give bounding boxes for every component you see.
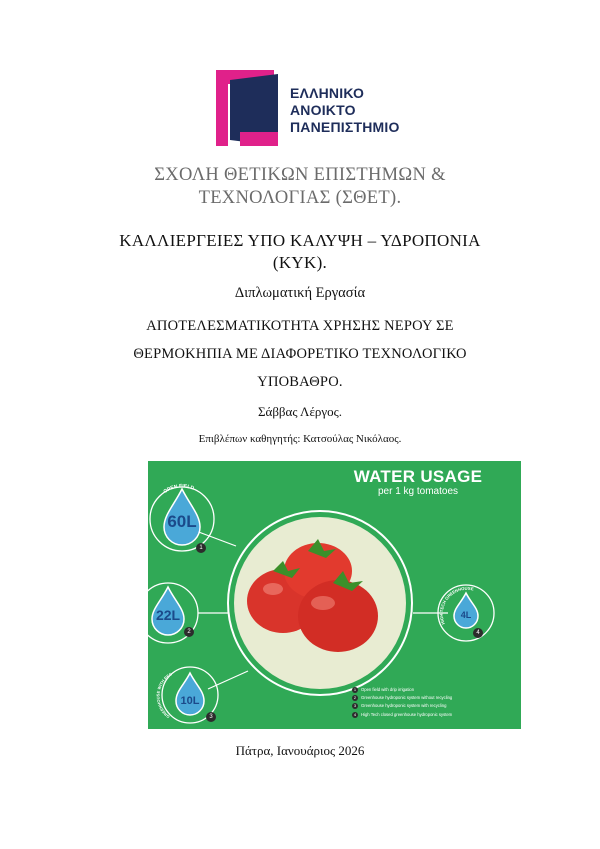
title-line-2: ΘΕΡΜΟΚΗΠΙΑ ΜΕ ΔΙΑΦΟΡΕΤΙΚΟ ΤΕΧΝΟΛΟΓΙΚΟ [133, 346, 467, 362]
logo-line-1: ΕΛΛΗΝΙΚΟ [290, 85, 365, 101]
school-name [0, 164, 600, 210]
arc-label-4: HIGH TECH GREENHOUSE [438, 585, 475, 626]
logo-line-2: ΑΝΟΙΚΤΟ [290, 102, 356, 118]
legend-item [352, 694, 521, 702]
title-line-1: ΑΠΟΤΕΛΕΣΜΑΤΙΚΟΤΗΤΑ ΧΡΗΣΗΣ ΝΕΡΟΥ ΣΕ [146, 318, 454, 334]
legend-item [352, 702, 521, 710]
drop-value-4: 4L [460, 610, 472, 620]
legend-num: 1 [353, 686, 357, 692]
school-line-1: ΣΧΟΛΗ ΘΕΤΙΚΩΝ ΕΠΙΣΤΗΜΩΝ & [154, 165, 446, 185]
drop-value-1: 60L [167, 512, 197, 531]
legend-text: Open field with drip irrigation [361, 687, 415, 692]
arc-label-3: GREENHOUSE WITH REC [155, 671, 173, 720]
logo-line-3: ΠΑΝΕΠΙΣΤΗΜΙΟ [290, 119, 400, 135]
legend-num: 4 [353, 711, 357, 717]
school-line-2: ΤΕΧΝΟΛΟΓΙΑΣ (ΣΘΕΤ). [198, 188, 402, 208]
drop-value-3: 10L [180, 695, 200, 707]
legend-text: Greenhouse hydroponic system with recycling [361, 703, 447, 709]
svg-text:OPEN FIELD [163, 483, 196, 495]
infographic-legend [352, 686, 521, 719]
program-name [0, 230, 600, 274]
thesis-type: Διπλωματική Εργασία [234, 285, 366, 301]
legend-text: Greenhouse hydroponic system without recycling [361, 695, 453, 701]
legend-item [352, 711, 521, 719]
title-line-3: ΥΠΟΒΑΘΡΟ. [257, 374, 343, 390]
infographic-subtitle: per 1 kg tomatoes [377, 486, 459, 497]
drop-number-1: 1 [196, 543, 206, 553]
infographic-title: WATER USAGE [353, 467, 483, 486]
drop-number-4: 4 [473, 628, 483, 638]
program-line-1: ΚΑΛΛΙΕΡΓΕΙΕΣ ΥΠΟ ΚΑΛΥΨΗ – ΥΔΡΟΠΟΝΙΑ [119, 231, 481, 250]
drop-number-3: 3 [206, 712, 216, 722]
author-name: Σάββας Λέργος. [257, 404, 343, 419]
program-line-2: (ΚΥΚ). [272, 253, 328, 272]
drop-number-2: 2 [184, 627, 194, 637]
university-name [290, 85, 400, 136]
drop-value-2: 22L [155, 607, 181, 623]
place-date: Πάτρα, Ιανουάριος 2026 [235, 743, 365, 758]
legend-num: 2 [353, 695, 357, 701]
legend-item [352, 686, 521, 694]
thesis-title [110, 312, 490, 396]
legend-text: High Tech closed greenhouse hydroponic system [361, 711, 453, 717]
water-usage-infographic [148, 461, 521, 729]
supervisor: Επιβλέπων καθηγητής: Κατσούλας Νικόλαος. [198, 433, 402, 445]
legend-num: 3 [353, 703, 357, 709]
arc-label-1: OPEN FIELD [162, 483, 195, 495]
